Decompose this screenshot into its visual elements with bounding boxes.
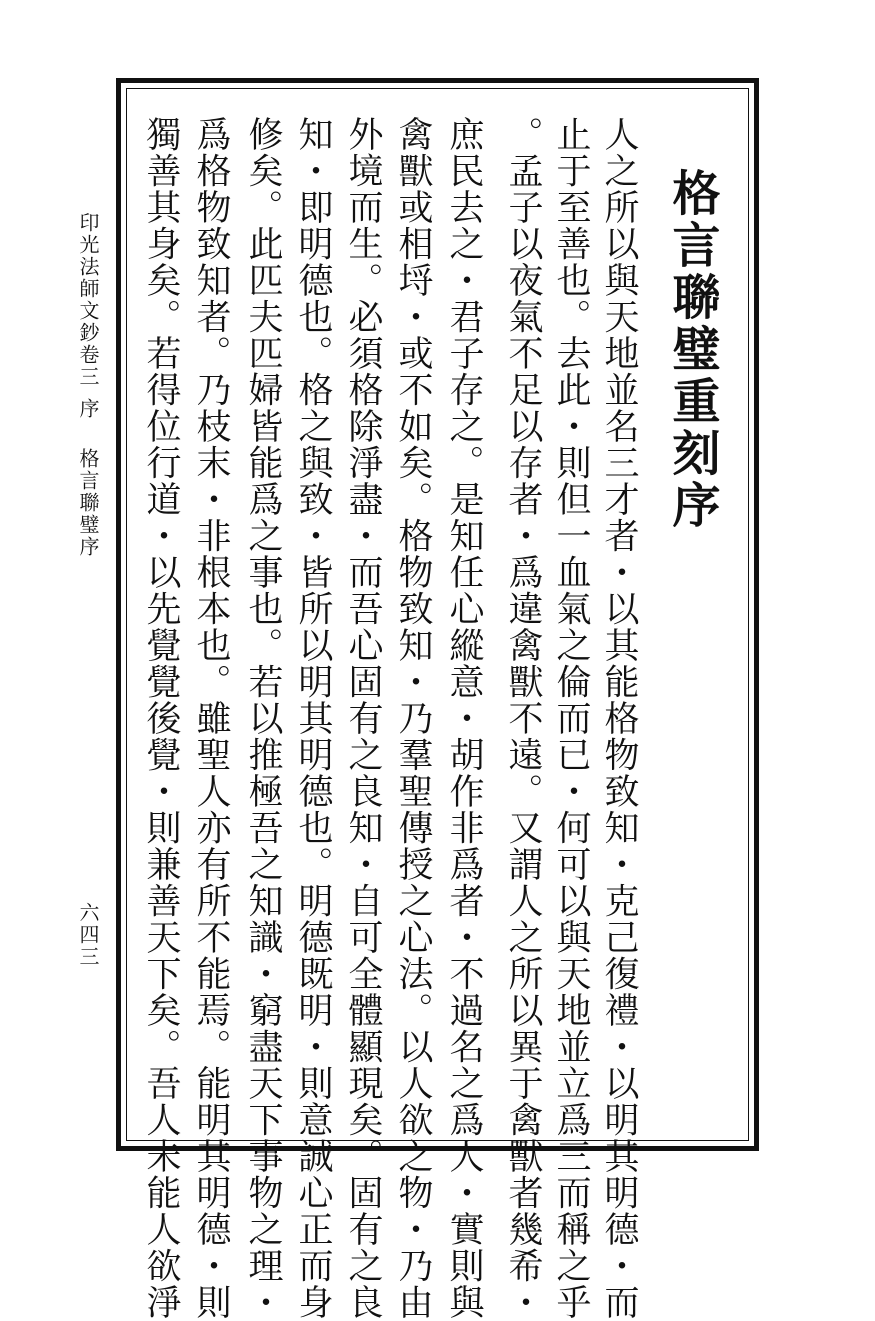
text-column-9: 爲格物致知者。乃枝末・非根本也。雖聖人亦有所不能焉。能明其明德・則 bbox=[191, 116, 231, 1321]
page-number: 六四三 bbox=[76, 902, 100, 968]
text-column-5: 禽獸或相埒・或不如矣。格物致知・乃羣聖傳授之心法。以人欲之物・乃由 bbox=[393, 116, 433, 1321]
text-column-3: 。孟子以夜氣不足以存者・爲違禽獸不遠。又謂人之所以異于禽獸者幾希・ bbox=[503, 116, 543, 1321]
text-column-7: 知・即明德也。格之與致・皆所以明其明德也。明德既明・則意誠心正而身 bbox=[293, 116, 333, 1321]
text-column-8: 修矣。此匹夫匹婦皆能爲之事也。若以推極吾之知識・窮盡天下事物之理・ bbox=[243, 116, 283, 1321]
text-column-10: 獨善其身矣。若得位行道・以先覺覺後覺・則兼善天下矣。吾人未能人欲淨 bbox=[141, 116, 181, 1321]
margin-section: 序 bbox=[76, 398, 100, 420]
margin-book-title: 印光法師文鈔卷三 bbox=[76, 212, 100, 388]
margin-chapter: 格言聯璧序 bbox=[76, 448, 100, 558]
text-column-1: 人之所以與天地並名三才者・以其能格物致知・克己復禮・以明其明德・而 bbox=[599, 116, 639, 1321]
text-column-4: 庶民去之・君子存之。是知任心縱意・胡作非爲者・不過名之爲人・實則與 bbox=[444, 116, 484, 1321]
text-column-6: 外境而生。必須格除淨盡・而吾心固有之良知・自可全體顯現矣。固有之良 bbox=[343, 116, 383, 1321]
text-column-2: 止于至善也。去此・則但一血氣之倫而已・何可以與天地並立爲三而稱之乎 bbox=[551, 116, 591, 1321]
page-title: 格言聯璧重刻序 bbox=[664, 168, 720, 532]
